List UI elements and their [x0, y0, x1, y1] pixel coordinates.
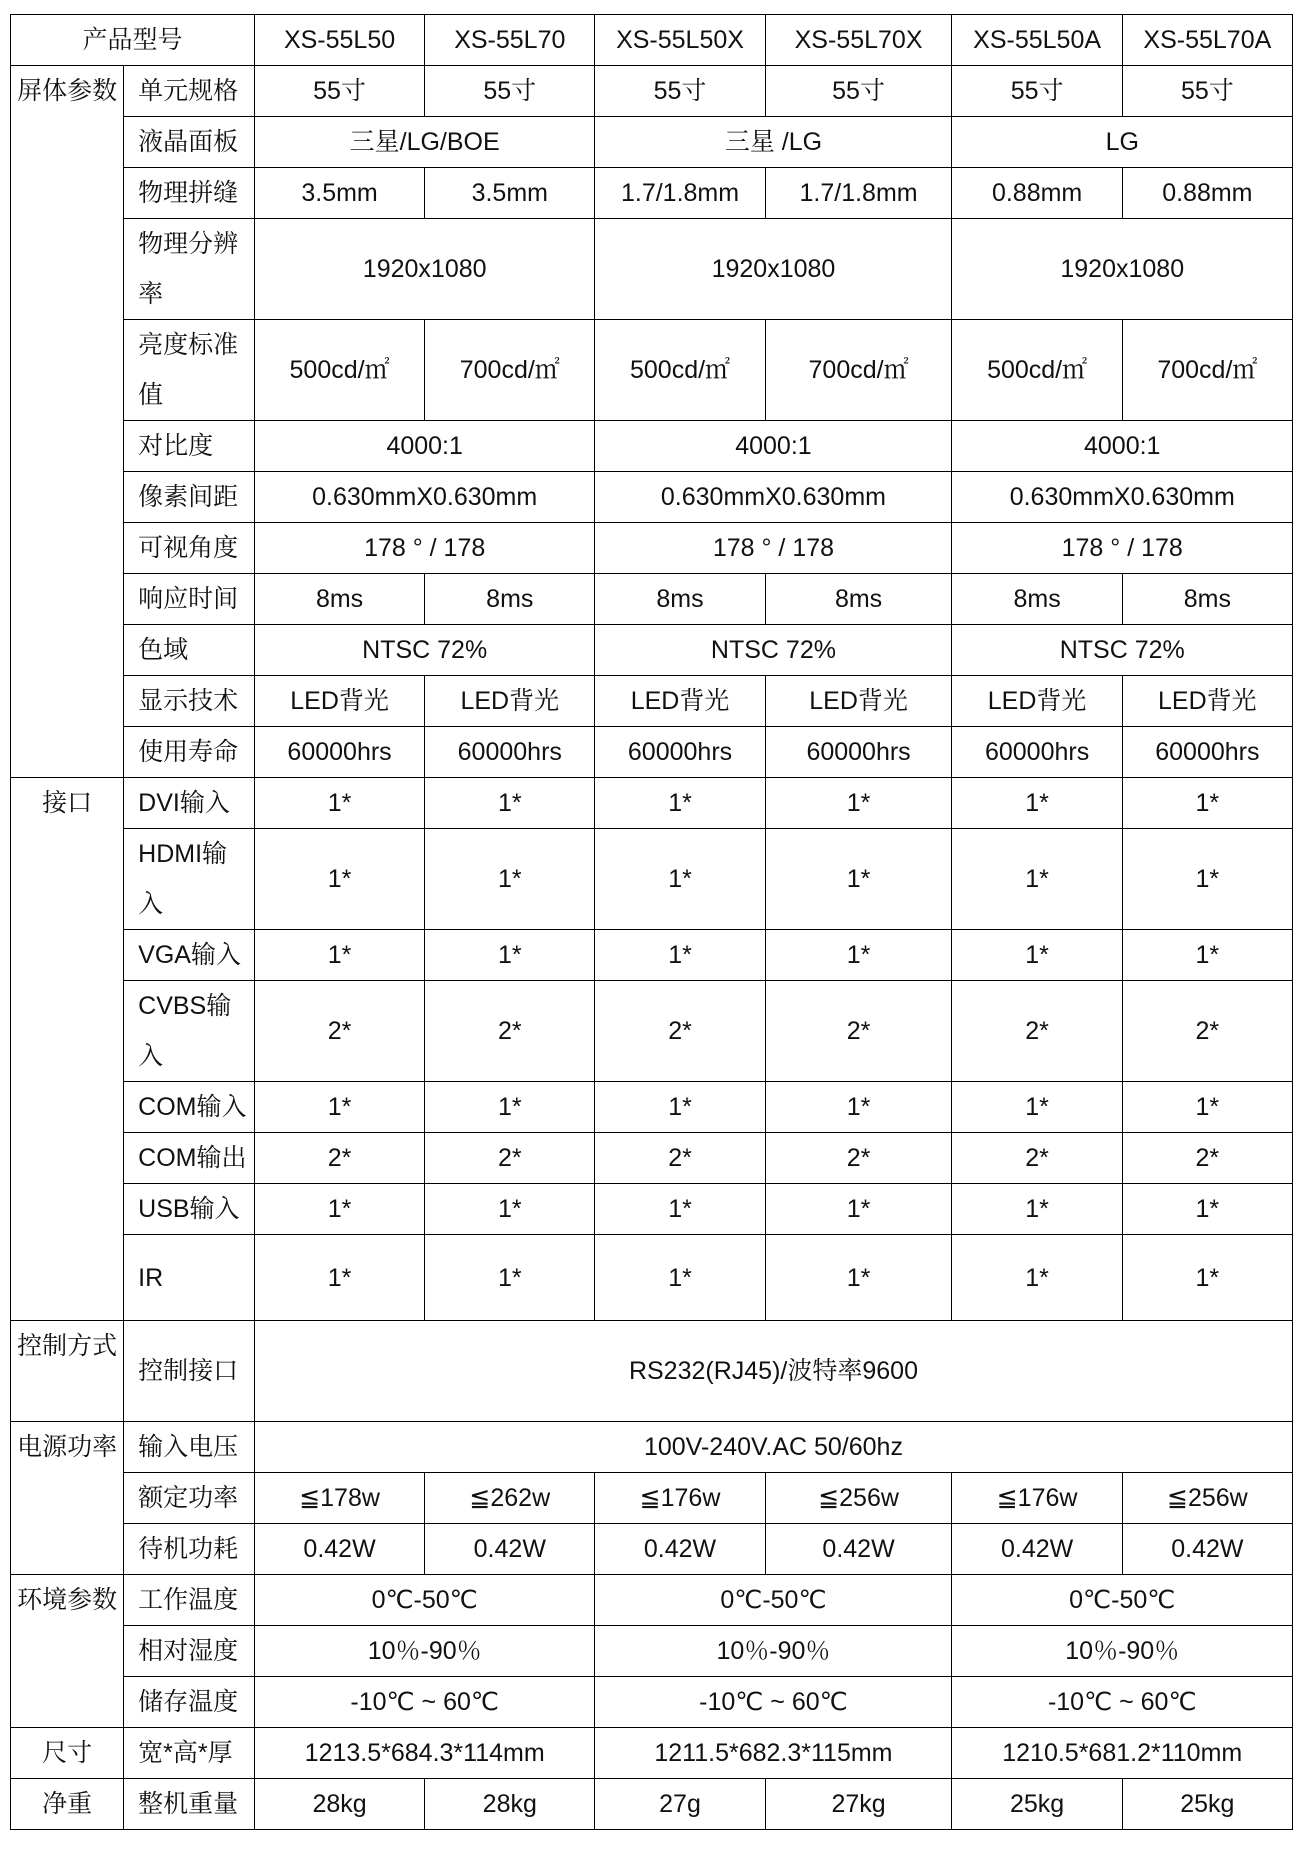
cell: 1920x1080	[952, 219, 1293, 320]
row-label: 响应时间	[124, 574, 255, 625]
cell: 2*	[425, 1133, 595, 1184]
cell: 60000hrs	[595, 727, 765, 778]
cell: 2*	[425, 981, 595, 1082]
cell: 1*	[1122, 829, 1292, 930]
cell: 1*	[425, 1184, 595, 1235]
row-label: 物理分辨率	[124, 219, 255, 320]
cell: 500cd/㎡	[952, 320, 1122, 421]
cell: ≦262w	[425, 1473, 595, 1524]
cell: 55寸	[254, 66, 424, 117]
cell: 1*	[254, 1235, 424, 1321]
cell: 三星 /LG	[595, 117, 952, 168]
row-label: 液晶面板	[124, 117, 255, 168]
cell: 1*	[595, 1184, 765, 1235]
cell: 1*	[425, 1082, 595, 1133]
category-control: 控制方式	[11, 1321, 124, 1422]
cell: 8ms	[254, 574, 424, 625]
spec-table	[10, 14, 1293, 1830]
cell: 700cd/㎡	[1122, 320, 1292, 421]
row-label: 储存温度	[124, 1677, 255, 1728]
cell: 0.630mmX0.630mm	[254, 472, 594, 523]
row-label: 相对湿度	[124, 1626, 255, 1677]
row-label: HDMI输入	[124, 829, 255, 930]
cell: 1213.5*684.3*114mm	[254, 1728, 594, 1779]
cell: 500cd/㎡	[595, 320, 765, 421]
row-label: IR	[124, 1235, 255, 1321]
cell: 55寸	[952, 66, 1122, 117]
cell: 1*	[1122, 1184, 1292, 1235]
cell: ≦176w	[952, 1473, 1122, 1524]
cell: 1*	[952, 829, 1122, 930]
cell: 1*	[952, 1235, 1122, 1321]
cell: 8ms	[595, 574, 765, 625]
cell: 0.42W	[254, 1524, 424, 1575]
cell: 25kg	[952, 1779, 1122, 1830]
cell: 1*	[765, 1235, 952, 1321]
table-row	[11, 727, 1293, 778]
cell: 55寸	[1122, 66, 1292, 117]
table-row	[11, 1524, 1293, 1575]
cell: 1*	[952, 778, 1122, 829]
cell: LG	[952, 117, 1293, 168]
row-label: COM输入	[124, 1082, 255, 1133]
table-row	[11, 1575, 1293, 1626]
cell: 1*	[1122, 930, 1292, 981]
row-label: 色域	[124, 625, 255, 676]
table-row	[11, 778, 1293, 829]
cell: 0.42W	[952, 1524, 1122, 1575]
cell: 700cd/㎡	[425, 320, 595, 421]
cell: 0.88mm	[952, 168, 1122, 219]
model-header: XS-55L50A	[952, 15, 1122, 66]
cell: 1*	[425, 1235, 595, 1321]
row-label: 待机功耗	[124, 1524, 255, 1575]
model-header: XS-55L70	[425, 15, 595, 66]
table-row	[11, 1235, 1293, 1321]
cell: 1920x1080	[254, 219, 594, 320]
cell: 0℃-50℃	[254, 1575, 594, 1626]
row-label: 显示技术	[124, 676, 255, 727]
row-label: 控制接口	[124, 1321, 255, 1422]
cell: 1210.5*681.2*110mm	[952, 1728, 1293, 1779]
cell: 0.42W	[595, 1524, 765, 1575]
cell: 4000:1	[952, 421, 1293, 472]
cell: 0℃-50℃	[952, 1575, 1293, 1626]
cell: 1*	[254, 1082, 424, 1133]
cell: 2*	[1122, 981, 1292, 1082]
cell: 1*	[595, 1235, 765, 1321]
table-row	[11, 117, 1293, 168]
table-row	[11, 168, 1293, 219]
cell: 1*	[425, 930, 595, 981]
cell: 8ms	[765, 574, 952, 625]
corner-header: 产品型号	[11, 15, 255, 66]
cell: -10℃ ~ 60℃	[952, 1677, 1293, 1728]
cell: 1*	[254, 829, 424, 930]
cell: 1*	[952, 1184, 1122, 1235]
model-header: XS-55L70A	[1122, 15, 1292, 66]
row-label: COM输出	[124, 1133, 255, 1184]
cell: 25kg	[1122, 1779, 1292, 1830]
cell: 4000:1	[254, 421, 594, 472]
row-label: 亮度标准值	[124, 320, 255, 421]
cell: 0.88mm	[1122, 168, 1292, 219]
cell: 4000:1	[595, 421, 952, 472]
cell: 1*	[1122, 778, 1292, 829]
row-label: CVBS输入	[124, 981, 255, 1082]
row-label: 宽*高*厚	[124, 1728, 255, 1779]
cell: 1*	[254, 778, 424, 829]
cell: LED背光	[1122, 676, 1292, 727]
cell: 55寸	[765, 66, 952, 117]
cell: 0.42W	[425, 1524, 595, 1575]
cell: NTSC 72%	[952, 625, 1293, 676]
row-label: 像素间距	[124, 472, 255, 523]
table-row	[11, 1626, 1293, 1677]
cell: LED背光	[595, 676, 765, 727]
cell: 1*	[595, 778, 765, 829]
table-row	[11, 1422, 1293, 1473]
cell: 0.630mmX0.630mm	[595, 472, 952, 523]
cell: ≦176w	[595, 1473, 765, 1524]
cell: 2*	[952, 1133, 1122, 1184]
row-label: 物理拼缝	[124, 168, 255, 219]
cell: 27g	[595, 1779, 765, 1830]
row-label: 对比度	[124, 421, 255, 472]
table-row	[11, 421, 1293, 472]
cell: 28kg	[425, 1779, 595, 1830]
row-label: 使用寿命	[124, 727, 255, 778]
cell: 10％-90％	[952, 1626, 1293, 1677]
table-row	[11, 1677, 1293, 1728]
cell: RS232(RJ45)/波特率9600	[254, 1321, 1292, 1422]
cell: 55寸	[425, 66, 595, 117]
cell: -10℃ ~ 60℃	[595, 1677, 952, 1728]
cell: 1*	[952, 930, 1122, 981]
table-row	[11, 219, 1293, 320]
cell: 1*	[1122, 1082, 1292, 1133]
table-row	[11, 829, 1293, 930]
cell: 1*	[595, 930, 765, 981]
cell: 3.5mm	[254, 168, 424, 219]
cell: 0.42W	[765, 1524, 952, 1575]
table-row	[11, 1133, 1293, 1184]
row-label: 输入电压	[124, 1422, 255, 1473]
cell: 178 ° / 178	[595, 523, 952, 574]
table-row	[11, 930, 1293, 981]
cell: 500cd/㎡	[254, 320, 424, 421]
cell: 2*	[765, 981, 952, 1082]
cell: 27kg	[765, 1779, 952, 1830]
cell: 8ms	[952, 574, 1122, 625]
cell: 178 ° / 178	[952, 523, 1293, 574]
header-row	[11, 15, 1293, 66]
row-label: 单元规格	[124, 66, 255, 117]
cell: 0.42W	[1122, 1524, 1292, 1575]
cell: LED背光	[254, 676, 424, 727]
cell: 8ms	[1122, 574, 1292, 625]
cell: 1211.5*682.3*115mm	[595, 1728, 952, 1779]
cell: NTSC 72%	[595, 625, 952, 676]
cell: 2*	[1122, 1133, 1292, 1184]
row-label: VGA输入	[124, 930, 255, 981]
table-row	[11, 66, 1293, 117]
cell: NTSC 72%	[254, 625, 594, 676]
category-screen: 屏体参数	[11, 66, 124, 778]
cell: 1*	[595, 1082, 765, 1133]
cell: LED背光	[425, 676, 595, 727]
row-label: USB输入	[124, 1184, 255, 1235]
cell: 1.7/1.8mm	[595, 168, 765, 219]
cell: 700cd/㎡	[765, 320, 952, 421]
category-dimension: 尺寸	[11, 1728, 124, 1779]
cell: 1*	[765, 778, 952, 829]
cell: 1*	[425, 829, 595, 930]
cell: 1*	[765, 1184, 952, 1235]
table-row	[11, 574, 1293, 625]
cell: 2*	[254, 981, 424, 1082]
category-environment: 环境参数	[11, 1575, 124, 1728]
cell: 28kg	[254, 1779, 424, 1830]
cell: 10％-90％	[595, 1626, 952, 1677]
table-row	[11, 1473, 1293, 1524]
cell: 1*	[765, 1082, 952, 1133]
table-row	[11, 320, 1293, 421]
cell: 1*	[1122, 1235, 1292, 1321]
cell: 三星/LG/BOE	[254, 117, 594, 168]
model-header: XS-55L70X	[765, 15, 952, 66]
cell: 1*	[254, 930, 424, 981]
cell: 1*	[254, 1184, 424, 1235]
cell: 60000hrs	[254, 727, 424, 778]
cell: 100V-240V.AC 50/60hz	[254, 1422, 1292, 1473]
spec-sheet	[10, 14, 1293, 1854]
table-row	[11, 1082, 1293, 1133]
cell: -10℃ ~ 60℃	[254, 1677, 594, 1728]
cell: ≦178w	[254, 1473, 424, 1524]
cell: 10％-90％	[254, 1626, 594, 1677]
table-row	[11, 523, 1293, 574]
table-row	[11, 625, 1293, 676]
cell: 1920x1080	[595, 219, 952, 320]
cell: 1.7/1.8mm	[765, 168, 952, 219]
model-header: XS-55L50	[254, 15, 424, 66]
cell: 1*	[952, 1082, 1122, 1133]
cell: 3.5mm	[425, 168, 595, 219]
row-label: DVI输入	[124, 778, 255, 829]
row-label: 工作温度	[124, 1575, 255, 1626]
table-row	[11, 1184, 1293, 1235]
table-row	[11, 1321, 1293, 1422]
cell: ≦256w	[765, 1473, 952, 1524]
cell: LED背光	[952, 676, 1122, 727]
category-power: 电源功率	[11, 1422, 124, 1575]
cell: 2*	[765, 1133, 952, 1184]
cell: 1*	[765, 930, 952, 981]
category-ports: 接口	[11, 778, 124, 1321]
cell: 0℃-50℃	[595, 1575, 952, 1626]
cell: 178 ° / 178	[254, 523, 594, 574]
table-row	[11, 676, 1293, 727]
cell: 8ms	[425, 574, 595, 625]
row-label: 额定功率	[124, 1473, 255, 1524]
cell: 1*	[765, 829, 952, 930]
cell: 1*	[425, 778, 595, 829]
table-row	[11, 1728, 1293, 1779]
category-weight: 净重	[11, 1779, 124, 1830]
cell: 2*	[952, 981, 1122, 1082]
cell: 60000hrs	[765, 727, 952, 778]
row-label: 可视角度	[124, 523, 255, 574]
cell: ≦256w	[1122, 1473, 1292, 1524]
cell: 2*	[595, 981, 765, 1082]
cell: LED背光	[765, 676, 952, 727]
table-row	[11, 472, 1293, 523]
cell: 2*	[595, 1133, 765, 1184]
table-row	[11, 981, 1293, 1082]
cell: 0.630mmX0.630mm	[952, 472, 1293, 523]
cell: 60000hrs	[1122, 727, 1292, 778]
cell: 1*	[595, 829, 765, 930]
table-row	[11, 1779, 1293, 1830]
cell: 60000hrs	[952, 727, 1122, 778]
cell: 55寸	[595, 66, 765, 117]
model-header: XS-55L50X	[595, 15, 765, 66]
cell: 60000hrs	[425, 727, 595, 778]
cell: 2*	[254, 1133, 424, 1184]
row-label: 整机重量	[124, 1779, 255, 1830]
